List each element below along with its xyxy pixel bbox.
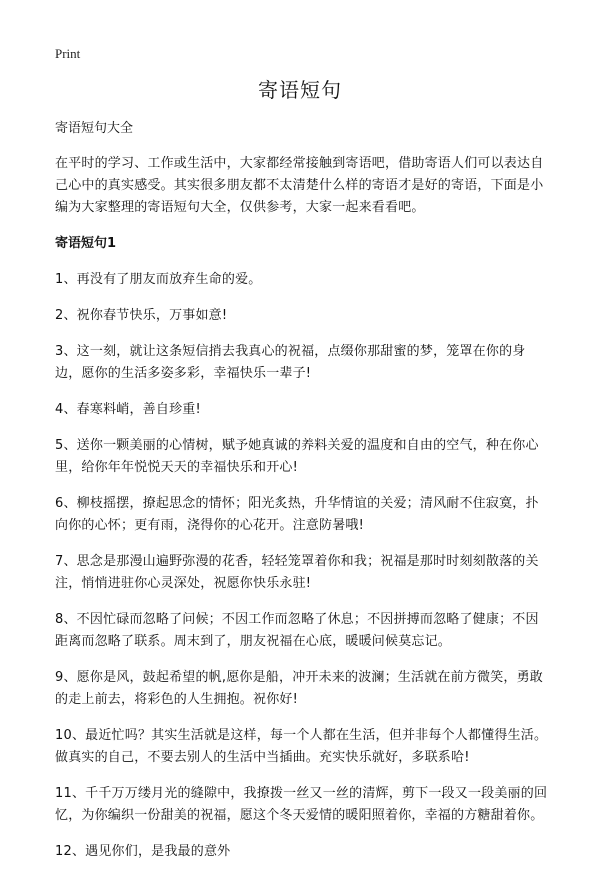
quote-item: 9、愿你是风，鼓起希望的帆,愿你是船，冲开未来的波澜；生活就在前方微笑，勇敢的走上前去，将彩色的人生拥抱。祝你好! <box>55 670 544 707</box>
quote-item: 2、祝你春节快乐，万事如意! <box>55 308 228 323</box>
section-heading: 寄语短句1 <box>55 236 117 251</box>
article-body <box>55 118 550 877</box>
quote-item: 7、思念是那漫山遍野弥漫的花香，轻轻笼罩着你和我；祝福是那时时刻刻散落的关注，悄悄进驻你心灵深处，祝愿你快乐永驻! <box>55 554 539 591</box>
quote-item: 10、最近忙吗？其实生活就是这样，每一个人都在生活，但并非每个人都懂得生活。做真实的自己，不要去别人的生活中当插曲。充实快乐就好，多联系哈! <box>55 728 548 765</box>
quote-item: 1、再没有了朋友而放弃生命的爱。 <box>55 272 262 287</box>
article-subtitle: 寄语短句大全 <box>55 121 134 136</box>
quote-item: 5、送你一颗美丽的心情树，赋予她真诚的养料关爱的温度和自由的空气，种在你心里，给你年年悦悦天天的幸福快乐和开心! <box>55 438 539 475</box>
quote-item: 3、这一刻，就让这条短信捎去我真心的祝福，点缀你那甜蜜的梦，笼罩在你的身边，愿你的生活多姿多彩，幸福快乐一辈子! <box>55 344 526 381</box>
quote-item: 4、春寒料峭，善自珍重! <box>55 402 201 417</box>
quote-item: 6、柳枝摇摆，撩起思念的情怀；阳光炙热，升华情谊的关爱；清风耐不住寂寞，扑向你的心怀；更有雨，浇得你的心花开。注意防暑哦! <box>55 496 539 533</box>
page-title: 寄语短句 <box>258 78 342 102</box>
intro-paragraph: 在平时的学习、工作或生活中，大家都经常接触到寄语吧，借助寄语人们可以表达自己心中的真实感受。其实很多朋友都不太清楚什么样的寄语才是好的寄语，下面是小编为大家整理的寄语短句大全，仅供参考，大家一起来看看吧。 <box>55 156 544 215</box>
quote-item: 12、遇见你们，是我最的意外 <box>55 844 231 859</box>
quote-list <box>55 269 550 863</box>
quote-item: 8、不因忙碌而忽略了问候；不因工作而忽略了休息；不因拼搏而忽略了健康；不因距离而忽略了联系。周末到了，朋友祝福在心底，暖暖问候莫忘记。 <box>55 612 539 649</box>
quote-item: 11、千千万万缕月光的缝隙中，我撩拨一丝又一丝的清辉，剪下一段又一段美丽的回忆，为你编织一份甜美的祝福，愿这个冬天爱情的暖阳照着你，幸福的方糖甜着你。 <box>55 786 548 823</box>
print-link[interactable]: Print <box>55 46 81 61</box>
